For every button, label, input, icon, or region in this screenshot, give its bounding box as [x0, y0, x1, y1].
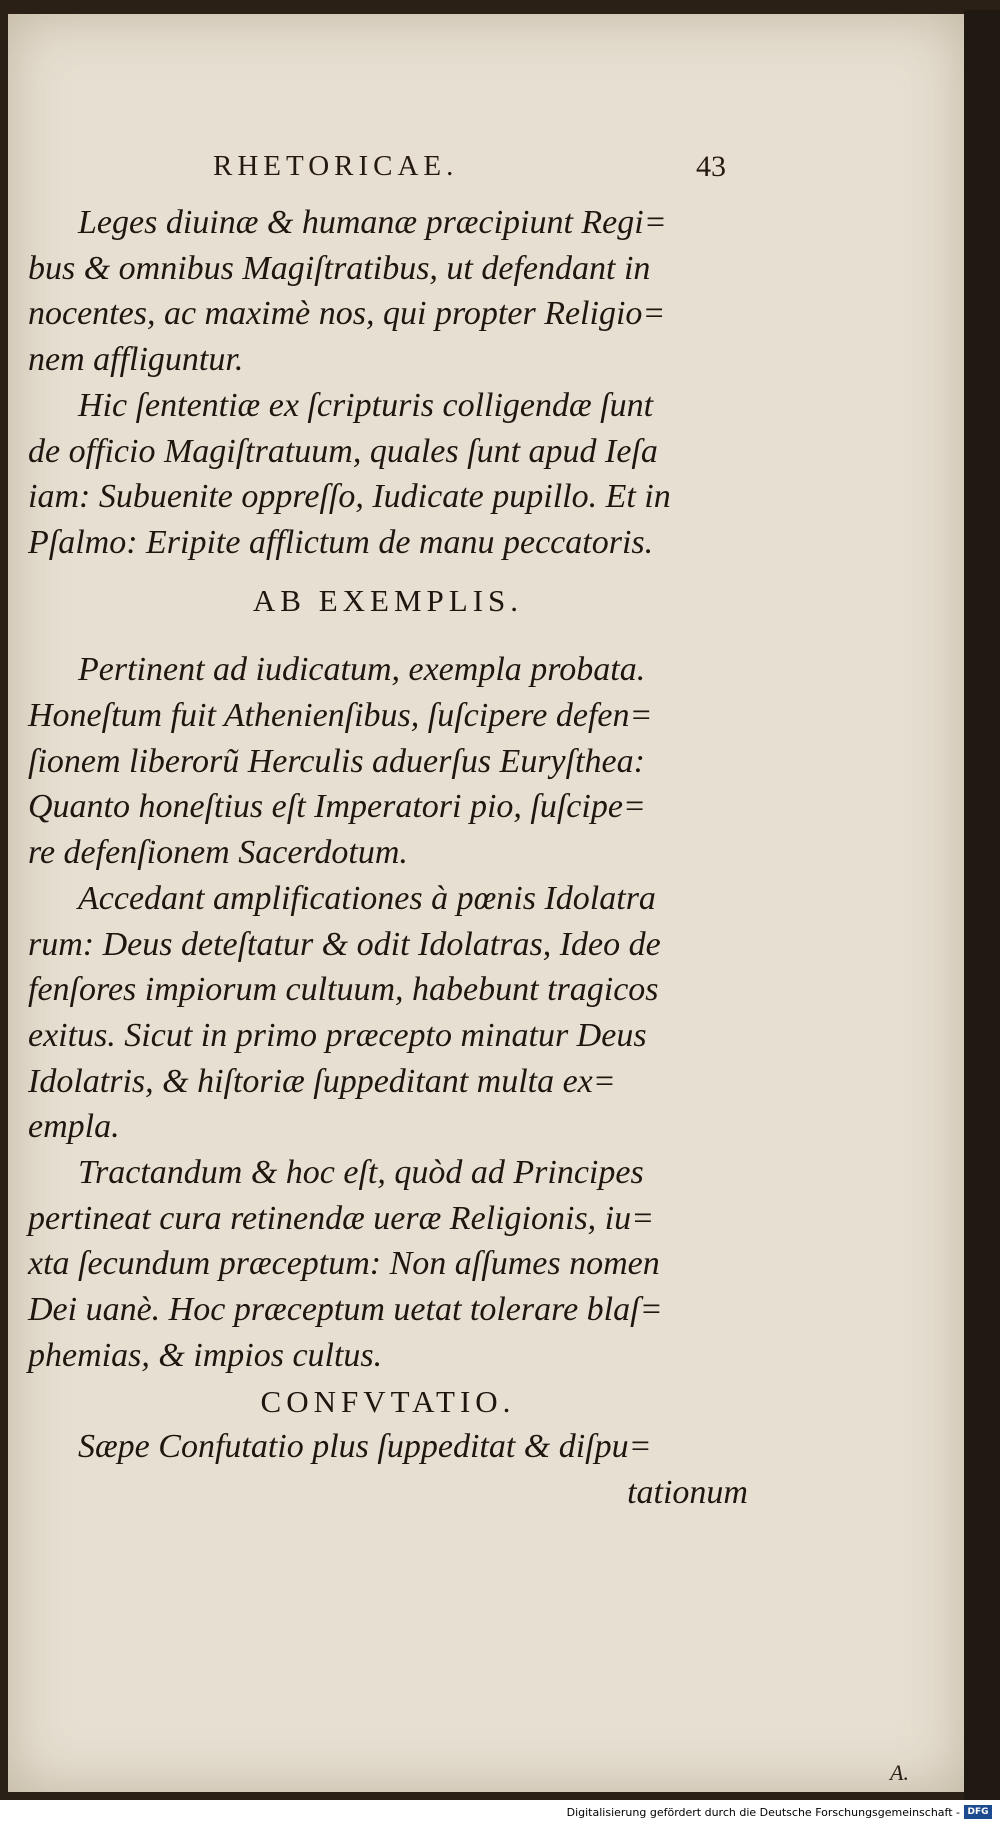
page-number: 43 — [696, 150, 726, 183]
text-line: Leges diuinæ & humanæ præcipiunt Regi= — [78, 204, 667, 241]
book-page — [8, 14, 964, 1792]
text-line: re defenſionem Sacerdotum. — [28, 834, 408, 872]
text-line: xta ſecundum præceptum: Non aſſumes nomen — [28, 1245, 660, 1283]
text-line: Accedant amplificationes à pœnis Idolatra — [78, 879, 656, 917]
page-header — [8, 150, 964, 190]
text-line: Quanto honeſtius eſt Imperatori pio, ſuſcipe= — [28, 788, 646, 826]
text-line: pertineat cura retinendæ ueræ Religionis, iu= — [28, 1199, 655, 1237]
funding-credit: Digitalisierung gefördert durch die Deutsche Forschungsgemeinschaft - — [566, 1806, 960, 1819]
body-text — [28, 200, 748, 1516]
text-line: Idolatris, & hiſtoriæ ſuppeditant multa ex= — [28, 1062, 616, 1100]
paragraph-1 — [28, 200, 748, 383]
text-line: Sæpe Confutatio plus ſuppeditat & diſpu= — [78, 1428, 652, 1466]
text-line: Dei uanè. Hoc præceptum uetat tolerare blaſ= — [28, 1291, 663, 1329]
text-line: exitus. Sicut in primo præcepto minatur Deus — [28, 1016, 647, 1054]
dfg-logo-icon: DFG — [964, 1805, 992, 1819]
book-edge — [964, 10, 1000, 1800]
text-line: Pſalmo: Eripite afflictum de manu peccatoris. — [28, 523, 654, 561]
paragraph-4 — [28, 876, 748, 1150]
text-line: Tractandum & hoc eſt, quòd ad Principes — [78, 1154, 644, 1192]
paragraph-3 — [28, 647, 748, 876]
running-head: RHETORICAE. — [213, 150, 459, 182]
paragraph-6 — [28, 1424, 748, 1515]
catchword: tationum — [627, 1473, 748, 1511]
text-line: ſionem liberorũ Herculis aduerſus Euryſthea: — [28, 742, 645, 780]
section-heading-confutatio: CONFVTATIO. — [260, 1383, 516, 1419]
text-line: empla. — [28, 1108, 120, 1146]
text-line: Hic ſententiæ ex ſcripturis colligendæ ſunt — [78, 386, 654, 424]
text-line: fenſores impiorum cultuum, habebunt tragicos — [28, 971, 659, 1009]
section-heading-exemplis: AB EXEMPLIS. — [252, 582, 524, 618]
text-line: nem affliguntur. — [28, 341, 244, 379]
footer — [0, 1800, 1000, 1827]
signature-mark: A. — [890, 1760, 909, 1785]
text-line: Pertinent ad iudicatum, exempla probata. — [78, 651, 646, 689]
text-line: Honeſtum fuit Athenienſibus, ſuſcipere defen= — [28, 697, 653, 735]
paragraph-5 — [28, 1150, 748, 1379]
text-line: iam: Subuenite oppreſſo, Iudicate pupillo. Et in — [28, 478, 671, 516]
text-line: nocentes, ac maximè nos, qui propter Religio= — [28, 295, 666, 333]
text-line: phemias, & impios cultus. — [28, 1336, 383, 1374]
text-line: bus & omnibus Magiſtratibus, ut defendant in — [28, 249, 651, 287]
paragraph-2 — [28, 383, 748, 566]
text-line: de officio Magiſtratuum, quales ſunt apud Ieſa — [28, 432, 658, 470]
text-line: rum: Deus deteſtatur & odit Idolatras, Ideo de — [28, 925, 661, 963]
